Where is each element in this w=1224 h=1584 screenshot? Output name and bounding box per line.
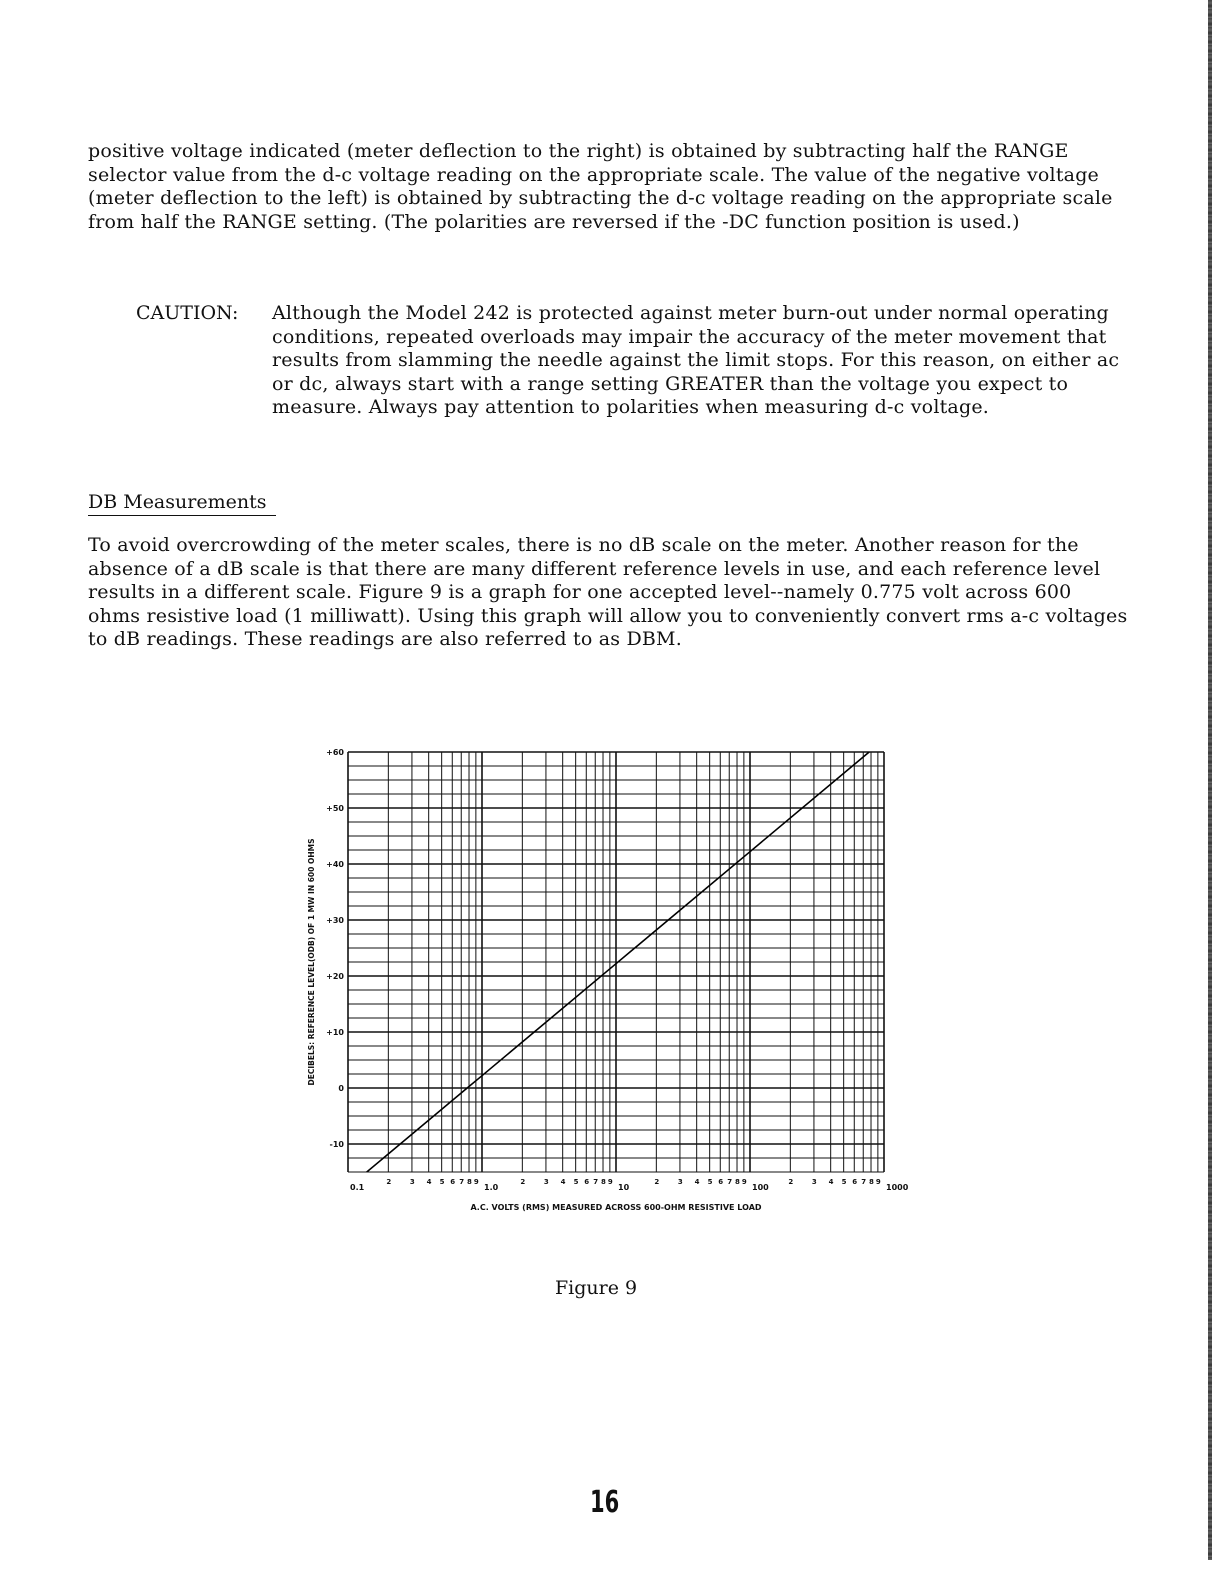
x-minor-tick-label: 4 xyxy=(560,1178,566,1186)
x-minor-tick-label: 8 xyxy=(467,1178,472,1186)
x-minor-tick-label: 9 xyxy=(875,1178,881,1186)
x-minor-tick-label: 9 xyxy=(607,1178,613,1186)
x-minor-tick-label: 4 xyxy=(828,1178,834,1186)
x-major-tick-label: 100 xyxy=(752,1183,769,1192)
x-minor-tick-label: 8 xyxy=(869,1178,874,1186)
x-minor-tick-label: 3 xyxy=(677,1178,683,1186)
scan-edge-mark xyxy=(1208,0,1212,1560)
db-paragraph: To avoid overcrowding of the meter scales, there is no dB scale on the meter. Another reason for the absence of a dB scale is that there are many different reference levels in use, and each reference level results in a different scale. Figure 9 is a graph for one accepted level--namely 0.775 volt across 600 ohms resistive load (1 milliwatt). Using this graph will allow you to conveniently convert rms a-c voltages to dB readings. These readings are also referred to as DBM. xyxy=(88,534,1128,650)
conversion-series-line xyxy=(348,752,869,1188)
figure-caption: Figure 9 xyxy=(555,1277,638,1299)
y-tick-label: +60 xyxy=(326,748,344,757)
figure-9-chart xyxy=(300,740,920,1240)
y-axis-label: DECIBELS: REFERENCE LEVEL(ODB) OF 1 MW IN 600 OHMS xyxy=(307,838,316,1086)
x-minor-tick-label: 2 xyxy=(386,1178,392,1186)
x-minor-tick-label: 6 xyxy=(852,1178,858,1186)
x-minor-tick-label: 2 xyxy=(520,1178,526,1186)
x-minor-tick-label: 5 xyxy=(707,1178,713,1186)
y-tick-label: +40 xyxy=(326,860,344,869)
x-minor-tick-label: 7 xyxy=(861,1178,867,1186)
x-major-tick-label: 1000 xyxy=(886,1183,909,1192)
x-minor-tick-label: 9 xyxy=(473,1178,479,1186)
x-minor-tick-label: 3 xyxy=(543,1178,549,1186)
y-tick-label: -10 xyxy=(329,1140,344,1149)
x-minor-tick-label: 9 xyxy=(741,1178,747,1186)
db-conversion-chart xyxy=(300,740,920,1240)
x-minor-tick-label: 3 xyxy=(811,1178,817,1186)
y-tick-label: +10 xyxy=(326,1028,344,1037)
x-minor-tick-label: 7 xyxy=(593,1178,599,1186)
caution-text: Although the Model 242 is protected against meter burn-out under normal operating conditions, repeated overloads may impair the accuracy of the meter movement that results from slamming the needle against the limit stops. For this reason, on either ac or dc, always start with a range setting GREATER than the voltage you expect to measure. Always pay attention to polarities when measuring d-c voltage. xyxy=(272,302,1120,418)
x-minor-tick-label: 4 xyxy=(426,1178,432,1186)
x-minor-tick-label: 6 xyxy=(584,1178,590,1186)
x-minor-tick-label: 4 xyxy=(694,1178,700,1186)
x-major-tick-label: 0.1 xyxy=(350,1183,365,1192)
x-minor-tick-label: 5 xyxy=(841,1178,847,1186)
x-minor-tick-label: 2 xyxy=(654,1178,660,1186)
y-tick-label: +50 xyxy=(326,804,344,813)
page-number: 16 xyxy=(590,1485,620,1520)
y-tick-label: +20 xyxy=(326,972,344,981)
y-tick-label: +30 xyxy=(326,916,344,925)
y-tick-label: 0 xyxy=(338,1084,344,1093)
caution-label: CAUTION: xyxy=(136,302,239,324)
x-minor-tick-label: 5 xyxy=(573,1178,579,1186)
x-minor-tick-label: 6 xyxy=(718,1178,724,1186)
x-axis-label: A.C. VOLTS (RMS) MEASURED ACROSS 600-OHM RESISTIVE LOAD xyxy=(470,1203,762,1212)
x-minor-tick-label: 6 xyxy=(450,1178,456,1186)
x-minor-tick-label: 7 xyxy=(727,1178,733,1186)
x-minor-tick-label: 5 xyxy=(439,1178,445,1186)
x-major-tick-label: 1.0 xyxy=(484,1183,499,1192)
x-minor-tick-label: 3 xyxy=(409,1178,415,1186)
x-minor-tick-label: 8 xyxy=(735,1178,740,1186)
x-minor-tick-label: 2 xyxy=(788,1178,794,1186)
intro-paragraph: positive voltage indicated (meter deflection to the right) is obtained by subtracting half the RANGE selector value from the d-c voltage reading on the appropriate scale. The value of the negative voltage (meter deflection to the left) is obtained by subtracting the d-c voltage reading on the appropriate scale from half the RANGE setting. (The polarities are reversed if the -DC function position is used.) xyxy=(88,140,1113,233)
x-minor-tick-label: 7 xyxy=(459,1178,465,1186)
x-major-tick-label: 10 xyxy=(618,1183,630,1192)
x-minor-tick-label: 8 xyxy=(601,1178,606,1186)
section-heading: DB Measurements xyxy=(88,491,276,516)
